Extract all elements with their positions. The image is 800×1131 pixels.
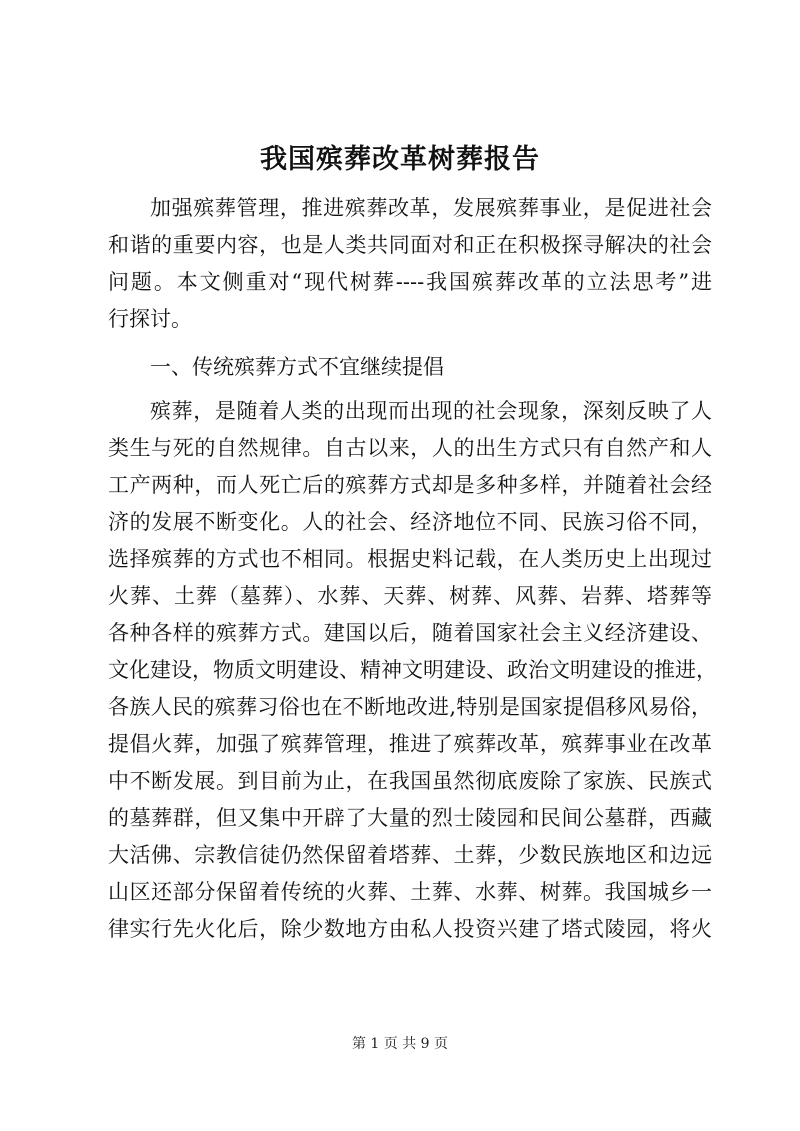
paragraph-line: 济的发展不断变化。人的社会、经济地位不同、民族习俗不同，: [108, 510, 712, 534]
paragraph-line: 工产两种，而人死亡后的殡葬方式却是多种多样，并随着社会经: [108, 473, 712, 497]
paragraph-line: 律实行先火化后，除少数地方由私人投资兴建了塔式陵园，将火: [108, 917, 712, 941]
paragraph-line: 类生与死的自然规律。自古以来，人的出生方式只有自然产和人: [108, 436, 712, 460]
paragraph-line: 加强殡葬管理，推进殡葬改革，发展殡葬事业，是促进社会: [150, 196, 712, 220]
section-heading: 一、传统殡葬方式不宜继续提倡: [150, 355, 444, 379]
paragraph-line: 各种各样的殡葬方式。建国以后，随着国家社会主义经济建设、: [108, 621, 712, 645]
paragraph-line: 文化建设，物质文明建设、精神文明建设、政治文明建设的推进，: [108, 658, 717, 682]
paragraph-line: 行探讨。: [108, 307, 192, 331]
page-footer: 第 1 页 共 9 页: [351, 1036, 449, 1052]
paragraph-line: 问题。本文侧重对“现代树葬----我国殡葬改革的立法思考”进: [108, 270, 712, 294]
paragraph-line: 选择殡葬的方式也不相同。根据史料记载，在人类历史上出现过: [108, 547, 712, 571]
paragraph-line: 各族人民的殡葬习俗也在不断地改进,特别是国家提倡移风易俗，: [108, 695, 712, 719]
paragraph-line: 的墓葬群，但又集中开辟了大量的烈士陵园和民间公墓群，西藏: [108, 806, 712, 830]
paragraph-line: 火葬、土葬（墓葬）、水葬、天葬、树葬、风葬、岩葬、塔葬等: [108, 584, 712, 608]
paragraph-line: 山区还部分保留着传统的火葬、土葬、水葬、树葬。我国城乡一: [108, 880, 712, 904]
document-title: 我国殡葬改革树葬报告: [260, 144, 540, 175]
paragraph-line: 提倡火葬，加强了殡葬管理，推进了殡葬改革，殡葬事业在改革: [108, 732, 712, 756]
paragraph-line: 大活佛、宗教信徒仍然保留着塔葬、土葬，少数民族地区和边远: [108, 843, 712, 867]
paragraph-line: 殡葬，是随着人类的出现而出现的社会现象，深刻反映了人: [150, 399, 712, 423]
paragraph-line: 和谐的重要内容，也是人类共同面对和正在积极探寻解决的社会: [108, 233, 712, 257]
paragraph-line: 中不断发展。到目前为止，在我国虽然彻底废除了家族、民族式: [108, 769, 712, 793]
